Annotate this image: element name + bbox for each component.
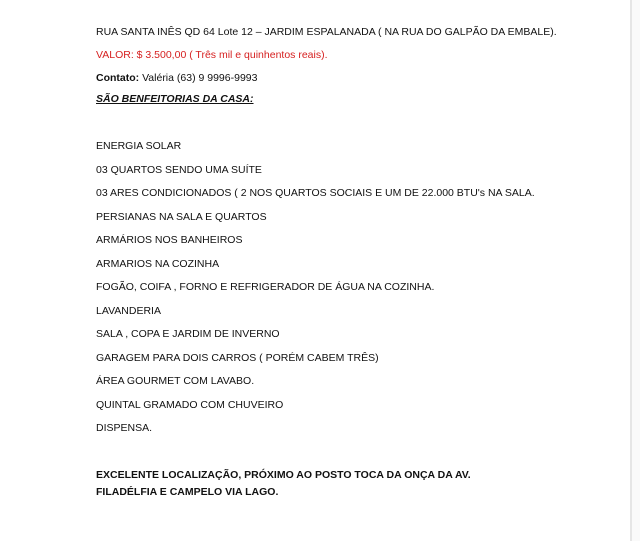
page-edge-line [630, 0, 632, 541]
feature-item: QUINTAL GRAMADO COM CHUVEIRO [96, 398, 284, 411]
contact-line [96, 72, 616, 85]
feature-item: DISPENSA. [96, 422, 153, 434]
feature-item: ÁREA GOURMET COM LAVABO. [96, 375, 255, 387]
document-body [96, 22, 616, 512]
feature-item: GARAGEM PARA DOIS CARROS ( PORÉM CABEM TRÊS) [96, 351, 379, 364]
feature-item: PERSIANAS NA SALA E QUARTOS [96, 210, 267, 223]
contact-value: Valéria (63) 9 9996-9993 [142, 72, 258, 84]
contact-label: Contato: [96, 72, 140, 84]
features-list [96, 140, 616, 435]
price-line: VALOR: $ 3.500,00 ( Três mil e quinhentos reais). [96, 49, 328, 61]
feature-item: 03 QUARTOS SENDO UMA SUÍTE [96, 163, 262, 176]
location-note: EXCELENTE LOCALIZAÇÃO, PRÓXIMO AO POSTO TOCA DA ONÇA DA AV. FILADÉLFIA E CAMPELO VIA LAGO. [96, 469, 471, 498]
feature-item: FOGÃO, COIFA , FORNO E REFRIGERADOR DE ÁGUA NA COZINHA. [96, 281, 435, 293]
features-heading: SÃO BENFEITORIAS DA CASA: [96, 93, 254, 105]
feature-item: ARMÁRIOS NOS BANHEIROS [96, 234, 243, 246]
feature-item: LAVANDERIA [96, 304, 161, 317]
feature-item: ENERGIA SOLAR [96, 140, 182, 152]
feature-item: 03 ARES CONDICIONADOS ( 2 NOS QUARTOS SOCIAIS E UM DE 22.000 BTU's NA SALA. [96, 187, 535, 199]
feature-item: ARMARIOS NA COZINHA [96, 257, 220, 270]
feature-item: SALA , COPA E JARDIM DE INVERNO [96, 328, 280, 340]
page-margin-shade [632, 0, 640, 541]
address-line: RUA SANTA INÊS QD 64 Lote 12 – JARDIM ESPALANADA ( NA RUA DO GALPÃO DA EMBALE). [96, 26, 557, 38]
